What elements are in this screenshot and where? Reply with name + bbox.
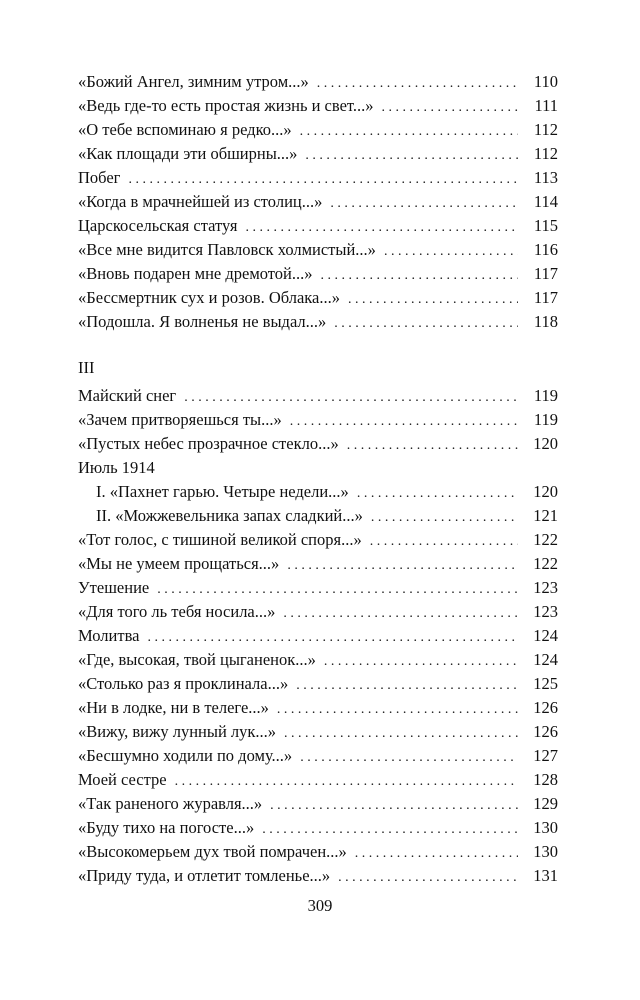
dot-leader: [300, 746, 518, 770]
toc-entry: [78, 624, 558, 648]
toc-entry: [78, 70, 558, 94]
toc-entry-title: «Когда в мрачнейшей из столиц...»: [78, 192, 323, 211]
toc-list-part-c: [78, 528, 558, 888]
toc-entry: [78, 672, 558, 696]
dot-leader: [270, 794, 518, 818]
toc-entry-title: «Вижу, вижу лунный лук...»: [78, 722, 277, 741]
toc-list-part-b: [78, 384, 558, 456]
dot-leader: [287, 554, 518, 578]
toc-entry: [78, 792, 558, 816]
toc-entry-title: Молитва: [78, 626, 140, 645]
dot-leader: [283, 602, 518, 626]
section-heading: III: [78, 358, 95, 377]
toc-entry: [78, 480, 558, 504]
toc-entry-page: 120: [533, 482, 558, 501]
toc-entry: [78, 166, 558, 190]
toc-entry-page: 123: [533, 602, 558, 621]
toc-entry: [78, 528, 558, 552]
toc-entry-title: «Для того ль тебя носила...»: [78, 602, 276, 621]
toc-entry-title: «Буду тихо на погосте...»: [78, 818, 255, 837]
toc-entry: [78, 94, 558, 118]
dot-leader: [305, 144, 518, 168]
toc-entry-title: Побег: [78, 168, 121, 187]
toc-entry-page: 126: [533, 698, 558, 717]
toc-entry-page: 115: [533, 216, 558, 235]
page-number: 309: [307, 896, 333, 915]
toc-entry: [78, 504, 558, 528]
toc-entry-page: 112: [533, 144, 558, 163]
toc-entry: [78, 744, 558, 768]
toc-entry-page: 123: [533, 578, 558, 597]
toc-entry: [78, 384, 558, 408]
dot-leader: [300, 120, 518, 144]
toc-entry: [78, 696, 558, 720]
toc-entry-title: «Пустых небес прозрачное стекло...»: [78, 434, 339, 453]
dot-leader: [284, 722, 518, 746]
toc-entry-page: 116: [533, 240, 558, 259]
toc-entry-page: 117: [533, 288, 558, 307]
toc-entry-page: 118: [533, 312, 558, 331]
toc-entry-page: 124: [533, 650, 558, 669]
toc-entry-page: 130: [533, 818, 558, 837]
dot-leader: [157, 578, 518, 602]
toc-entry-page: 130: [533, 842, 558, 861]
toc-entry-page: 127: [533, 746, 558, 765]
toc-entry-title: «Мы не умеем прощаться...»: [78, 554, 280, 573]
group-heading: Июль 1914: [78, 458, 155, 477]
dot-leader: [324, 650, 518, 674]
dot-leader: [296, 674, 518, 698]
toc-entry: [78, 432, 558, 456]
toc-entry-page: 121: [533, 506, 558, 525]
dot-leader: [175, 770, 518, 794]
toc-entry: [78, 720, 558, 744]
dot-leader: [245, 216, 518, 240]
toc-entry-title: Моей сестре: [78, 770, 167, 789]
toc-entry-title: «Приду туда, и отлетит томленье...»: [78, 866, 331, 885]
toc-entry-page: 126: [533, 722, 558, 741]
dot-leader: [334, 312, 518, 336]
dot-leader: [382, 96, 519, 120]
toc-entry-page: 119: [533, 410, 558, 429]
dot-leader: [347, 434, 518, 458]
toc-entry-page: 131: [533, 866, 558, 885]
toc-entry: [78, 648, 558, 672]
toc-entry-title: «Зачем притворяешься ты...»: [78, 410, 282, 429]
toc-entry: [78, 142, 558, 166]
dot-leader: [371, 506, 518, 530]
toc-entry-title: «Ведь где-то есть простая жизнь и свет...»: [78, 96, 374, 115]
dot-leader: [277, 698, 518, 722]
toc-entry: [78, 408, 558, 432]
toc-entry: [78, 190, 558, 214]
dot-leader: [357, 482, 518, 506]
toc-entry-page: 113: [533, 168, 558, 187]
toc-entry-title: Утешение: [78, 578, 150, 597]
toc-entry: [78, 310, 558, 334]
toc-entry-page: 117: [533, 264, 558, 283]
toc-entry-title: «Где, высокая, твой цыганенок...»: [78, 650, 316, 669]
dot-leader: [128, 168, 518, 192]
toc-entry-title: «Все мне видится Павловск холмистый...»: [78, 240, 376, 259]
toc-entry-title: «Подошла. Я волненья не выдал...»: [78, 312, 327, 331]
dot-leader: [262, 818, 518, 842]
dot-leader: [330, 192, 518, 216]
table-of-contents: [78, 70, 558, 888]
toc-list-part-a: [78, 70, 558, 334]
toc-list-group-items: [78, 480, 558, 528]
toc-entry-page: 122: [533, 530, 558, 549]
toc-entry: [78, 576, 558, 600]
toc-entry: [78, 864, 558, 888]
dot-leader: [348, 288, 518, 312]
dot-leader: [184, 386, 518, 410]
toc-entry-page: 112: [533, 120, 558, 139]
dot-leader: [321, 264, 519, 288]
toc-entry-title: «Божий Ангел, зимним утром...»: [78, 72, 309, 91]
toc-entry-title: «Тот голос, с тишиной великой споря...»: [78, 530, 362, 549]
toc-entry: [78, 840, 558, 864]
dot-leader: [290, 410, 518, 434]
toc-entry-title: «Как площади эти обширны...»: [78, 144, 298, 163]
toc-entry: [78, 214, 558, 238]
toc-entry-title: I. «Пахнет гарью. Четыре недели...»: [96, 482, 349, 501]
toc-entry-page: 111: [534, 96, 558, 115]
toc-entry-title: «Так раненого журавля...»: [78, 794, 263, 813]
toc-entry-page: 128: [533, 770, 558, 789]
toc-entry-page: 122: [533, 554, 558, 573]
dot-leader: [370, 530, 518, 554]
toc-entry: [78, 600, 558, 624]
toc-entry-page: 125: [533, 674, 558, 693]
toc-entry-page: 120: [533, 434, 558, 453]
dot-leader: [355, 842, 518, 866]
toc-entry-title: «Бессмертник сух и розов. Облака...»: [78, 288, 340, 307]
toc-entry: [78, 552, 558, 576]
toc-entry: [78, 262, 558, 286]
toc-entry-title: «О тебе вспоминаю я редко...»: [78, 120, 292, 139]
dot-leader: [338, 866, 518, 890]
toc-entry-page: 114: [533, 192, 558, 211]
toc-entry-page: 119: [533, 386, 558, 405]
toc-entry: [78, 238, 558, 262]
toc-entry-title: «Ни в лодке, ни в телеге...»: [78, 698, 269, 717]
dot-leader: [317, 72, 518, 96]
toc-entry-title: II. «Можжевельника запах сладкий...»: [96, 506, 363, 525]
toc-entry-page: 110: [533, 72, 558, 91]
toc-entry: [78, 768, 558, 792]
toc-entry-page: 124: [533, 626, 558, 645]
toc-entry-title: Царскосельская статуя: [78, 216, 238, 235]
toc-entry-title: «Столько раз я проклинала...»: [78, 674, 289, 693]
toc-entry-page: 129: [533, 794, 558, 813]
toc-entry-title: «Вновь подарен мне дремотой...»: [78, 264, 313, 283]
toc-entry-title: Майский снег: [78, 386, 177, 405]
toc-entry: [78, 286, 558, 310]
toc-entry: [78, 816, 558, 840]
toc-entry: [78, 118, 558, 142]
dot-leader: [147, 626, 518, 650]
dot-leader: [384, 240, 518, 264]
toc-entry-title: «Высокомерьем дух твой помрачен...»: [78, 842, 347, 861]
toc-entry-title: «Бесшумно ходили по дому...»: [78, 746, 293, 765]
